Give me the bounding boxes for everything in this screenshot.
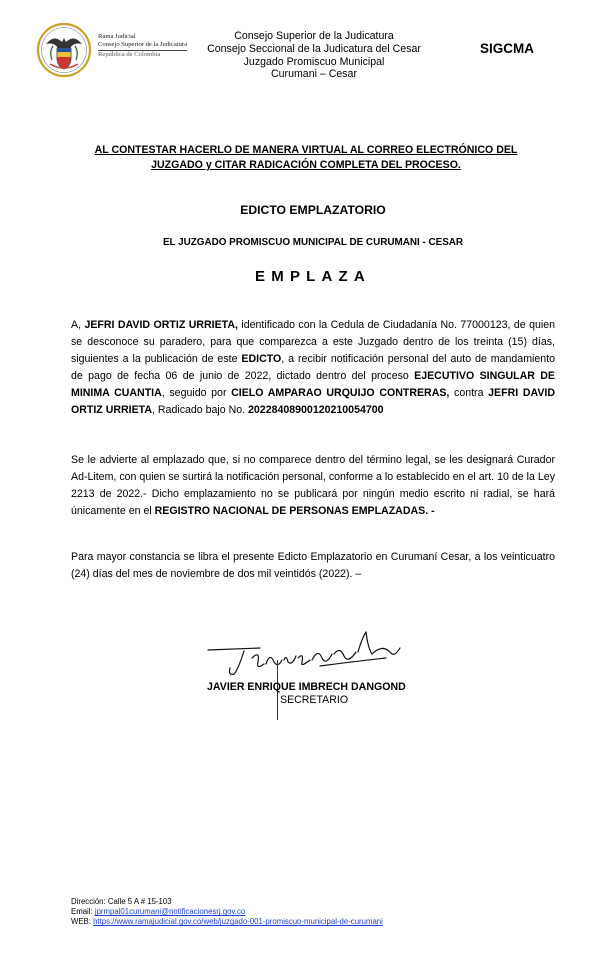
edict-word: EDICTO bbox=[241, 353, 282, 366]
footer-address: Dirección: Calle 5 A # 15-103 bbox=[71, 897, 172, 906]
signer-role: SECRETARIO bbox=[280, 694, 349, 706]
footer-contact bbox=[71, 897, 383, 928]
plaintiff-name: CIELO AMPARAO URQUIJO CONTRERAS, bbox=[231, 387, 450, 400]
footer-email-label: Email: bbox=[71, 907, 95, 917]
registry-name: REGISTRO NACIONAL DE PERSONAS EMPLAZADAS. - bbox=[154, 505, 435, 518]
p1-text-d: , seguido por bbox=[161, 387, 232, 400]
footer-web-link[interactable]: https://www.ramajudicial.gov.co/web/juzgado-001-promiscuo-municipal-de-curumani bbox=[93, 917, 383, 927]
court-line: EL JUZGADO PROMISCUO MUNICIPAL DE CURUMANI - CESAR bbox=[162, 237, 464, 248]
paragraph-warning bbox=[71, 452, 555, 520]
p1-text-c: , a recibir notificación personal del auto de mandamiento de pago de fecha 06 de junio de 2022, dictado dentro del proceso bbox=[71, 353, 555, 383]
radicado-number: 20228408900120210054700 bbox=[248, 404, 384, 417]
document-title: EDICTO EMPLAZATORIO bbox=[240, 203, 386, 217]
system-label: SIGCMA bbox=[480, 41, 534, 56]
p1-text-e: contra bbox=[449, 387, 489, 400]
institution-line-2: Consejo Seccional de la Judicatura del Cesar bbox=[207, 42, 421, 55]
footer-email-row bbox=[71, 907, 383, 917]
colombia-coat-of-arms-logo bbox=[36, 22, 92, 78]
p1-text-f: , Radicado bajo No. bbox=[152, 404, 249, 417]
footer-web-row bbox=[71, 917, 383, 927]
handwritten-signature bbox=[200, 618, 420, 688]
p1-text-b: identificado con la Cedula de Ciudadanía No. 77000123, de quien se desconoce su paradero, para que comparezca a este Juzgado dentro de los treinta (15) días, siguientes a la publicación de este bbox=[71, 319, 556, 366]
logo-line-consejo: Consejo Superior de la Judicatura bbox=[98, 41, 187, 51]
institution-line-1: Consejo Superior de la Judicatura bbox=[234, 30, 394, 42]
logo-line-rama: Rama Judicial bbox=[98, 33, 136, 40]
action-heading: EMPLAZA bbox=[255, 268, 371, 285]
p2-text-a: Se le advierte al emplazado que, si no comparece dentro del término legal, se les designará Curador Ad-Litem, con quien se surtirá la notificación personal, conforme a lo establecido en el art. 10 de la Ley 2213 de 2022.- Dicho emplazamiento no se publicará por ningún medio escrito ni radial, se hará únicamente en el bbox=[71, 454, 555, 518]
institution-line-4: Curumani – Cesar bbox=[271, 68, 357, 81]
footer-web-label: WEB: bbox=[71, 917, 94, 927]
process-type: EJECUTIVO SINGULAR DE MINIMA CUANTIA bbox=[71, 370, 555, 400]
p1-text-a: A, bbox=[71, 319, 85, 331]
paragraph-summons bbox=[71, 317, 555, 420]
contact-notice: AL CONTESTAR HACERLO DE MANERA VIRTUAL AL CORREO ELECTRÓNICO DEL JUZGADO y CITAR RADICACIÓN COMPLETA DEL PROCESO. bbox=[94, 144, 518, 171]
logo-caption bbox=[98, 33, 187, 58]
signer-name: JAVIER ENRIQUE IMBRECH DANGOND bbox=[207, 681, 406, 693]
footer-email-link[interactable]: jprmpal01curumani@notificacionesrj.gov.co bbox=[94, 907, 246, 917]
logo-line-republica: República de Colombia bbox=[98, 50, 161, 58]
defendant-name: JEFRI DAVID ORTIZ URRIETA, bbox=[84, 319, 238, 331]
institution-header bbox=[180, 30, 448, 81]
paragraph-closing: Para mayor constancia se libra el presente Edicto Emplazatorio en Curumaní Cesar, a los veinticuatro (24) días del mes de noviembre de dos mil veintidós (2022). – bbox=[71, 551, 555, 581]
defendant-name-2: JEFRI DAVID ORTIZ URRIETA bbox=[71, 387, 555, 417]
institution-line-3: Juzgado Promiscuo Municipal bbox=[243, 55, 385, 68]
